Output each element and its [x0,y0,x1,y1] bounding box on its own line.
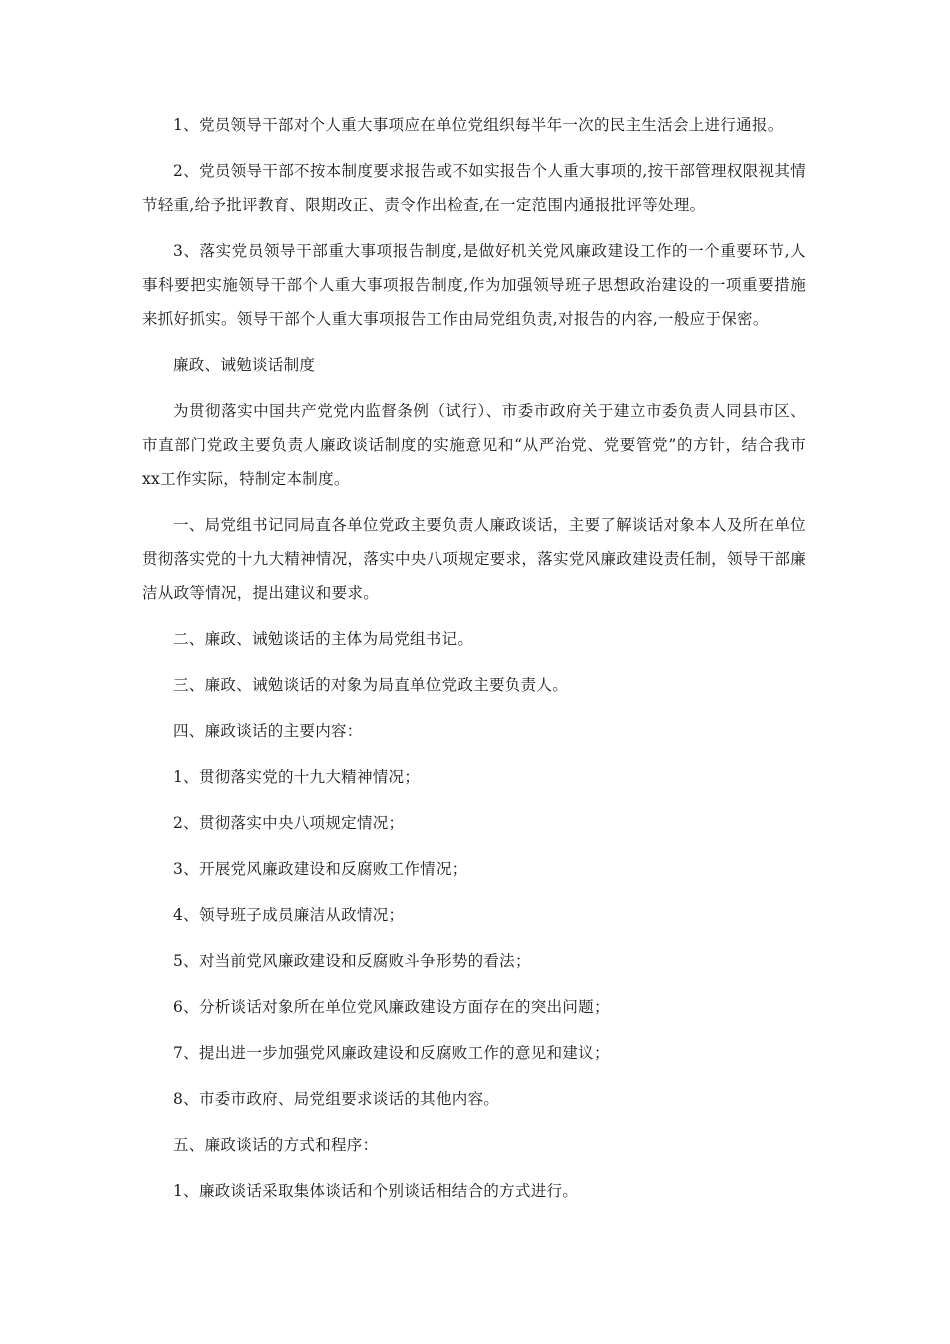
list-item: 8、市委市政府、局党组要求谈话的其他内容。 [173,1090,500,1108]
paragraph-penalty: 2、党员领导干部不按本制度要求报告或不如实报告个人重大事项的,按干部管理权限视其情节轻重,给予批评教育、限期改正、责令作出检查,在一定范围内通报批评等处理。 [142,162,806,214]
paragraph-item-5: 五、廉政谈话的方式和程序： [173,1136,379,1154]
paragraph-item-4: 四、廉政谈话的主要内容： [173,722,363,740]
section-heading-integrity-talk: 廉政、诫勉谈话制度 [173,356,316,374]
paragraph-implementation: 3、落实党员领导干部重大事项报告制度,是做好机关党风廉政建设工作的一个重要环节,人事科要把实施领导干部个人重大事项报告制度,作为加强领导班子思想政治建设的一项重要措施来抓好抓实。领导干部个人重大事项报告工作由局党组负责,对报告的内容,一般应于保密。 [142,242,806,328]
paragraph-purpose: 为贯彻落实中国共产党党内监督条例（试行）、市委市政府关于建立市委负责人同县市区、市直部门党政主要负责人廉政谈话制度的实施意见和“从严治党、党要管党”的方针，结合我市xx工作实际，特制定本制度。 [142,402,806,488]
list-item: 6、分析谈话对象所在单位党风廉政建设方面存在的突出问题； [173,998,610,1016]
list-item: 7、提出进一步加强党风廉政建设和反腐败工作的意见和建议； [173,1044,610,1062]
list-item: 4、领导班子成员廉洁从政情况； [173,906,405,924]
paragraph-item-1: 一、局党组书记同局直各单位党政主要负责人廉政谈话，主要了解谈话对象本人及所在单位贯彻落实党的十九大精神情况，落实中央八项规定要求，落实党风廉政建设责任制，领导干部廉洁从政等情况，提出建议和要求。 [142,516,806,602]
list-item: 3、开展党风廉政建设和反腐败工作情况； [173,860,468,878]
list-item: 1、贯彻落实党的十九大精神情况； [173,768,421,786]
document-body [142,108,806,1220]
list-item: 5、对当前党风廉政建设和反腐败斗争形势的看法； [173,952,531,970]
paragraph-item-2: 二、廉政、诫勉谈话的主体为局党组书记。 [173,630,474,648]
list-item: 2、贯彻落实中央八项规定情况； [173,814,405,832]
paragraph-item-3: 三、廉政、诫勉谈话的对象为局直单位党政主要负责人。 [173,676,569,694]
list-item: 1、廉政谈话采取集体谈话和个别谈话相结合的方式进行。 [173,1182,579,1200]
paragraph-report-at-meeting: 1、党员领导干部对个人重大事项应在单位党组织每半年一次的民主生活会上进行通报。 [173,116,784,134]
